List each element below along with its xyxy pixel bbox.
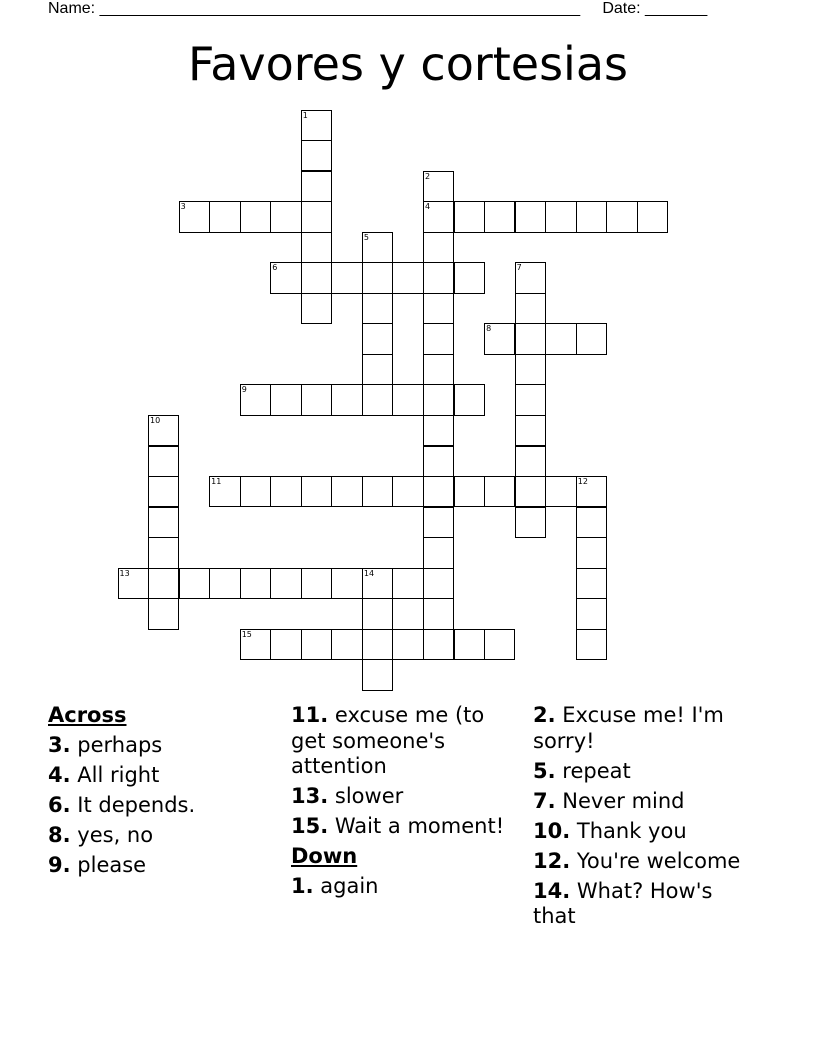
grid-cell[interactable]: [392, 476, 423, 507]
grid-cell[interactable]: [270, 568, 301, 599]
grid-cell[interactable]: [240, 629, 271, 660]
grid-cell[interactable]: [423, 568, 454, 599]
cell-number: 12: [577, 477, 588, 487]
grid-cell[interactable]: [423, 507, 454, 538]
grid-cell[interactable]: [301, 171, 332, 202]
name-blank: ______________________________________________________: [99, 0, 581, 17]
grid-cell[interactable]: [301, 201, 332, 232]
grid-cell[interactable]: [423, 537, 454, 568]
grid-cell[interactable]: [331, 476, 362, 507]
grid-cell[interactable]: [362, 323, 393, 354]
grid-cell[interactable]: [118, 568, 149, 599]
grid-cell[interactable]: [515, 201, 546, 232]
grid-cell[interactable]: [423, 354, 454, 385]
grid-cell[interactable]: [362, 354, 393, 385]
clue-across-15: 15. Wait a moment!: [291, 814, 505, 838]
cell-number: 10: [150, 416, 161, 425]
grid-cell[interactable]: [270, 262, 301, 293]
clues-column-2: [291, 703, 516, 904]
grid-cell[interactable]: [392, 384, 423, 415]
cell-number: 6: [272, 263, 278, 273]
grid-cell[interactable]: [148, 598, 179, 629]
grid-cell[interactable]: [454, 201, 485, 232]
grid-cell[interactable]: [423, 232, 454, 263]
grid-cell[interactable]: [515, 476, 546, 507]
grid-cell[interactable]: [179, 201, 210, 232]
clue-across-3: 3. perhaps: [48, 732, 163, 757]
clue-down-2: 2. Excuse me! I'm sorry!: [533, 703, 724, 753]
grid-cell[interactable]: [362, 476, 393, 507]
grid-cell[interactable]: [331, 629, 362, 660]
grid-cell[interactable]: [362, 262, 393, 293]
grid-cell[interactable]: [515, 354, 546, 385]
grid-cell[interactable]: [148, 476, 179, 507]
clue-down-10: 10. Thank you: [533, 818, 687, 843]
grid-cell[interactable]: [576, 323, 607, 354]
grid-cell[interactable]: [576, 201, 607, 232]
grid-cell[interactable]: [301, 476, 332, 507]
cell-number: 1: [302, 110, 308, 120]
grid-cell[interactable]: [423, 293, 454, 324]
grid-cell[interactable]: [484, 323, 515, 354]
cell-number: 9: [241, 385, 247, 395]
cell-number: 5: [363, 232, 369, 242]
grid-cell[interactable]: [423, 629, 454, 660]
grid-cell[interactable]: [331, 568, 362, 599]
grid-cell[interactable]: [454, 384, 485, 415]
grid-cell[interactable]: [454, 262, 485, 293]
cell-number: 8: [486, 324, 492, 334]
grid-cell[interactable]: [301, 293, 332, 324]
grid-cell[interactable]: [148, 537, 179, 568]
across-heading: Across: [48, 703, 127, 727]
grid-cell[interactable]: [301, 568, 332, 599]
grid-cell[interactable]: [576, 568, 607, 599]
grid-cell[interactable]: [637, 201, 668, 232]
grid-cell[interactable]: [148, 415, 179, 446]
grid-cell[interactable]: [515, 384, 546, 415]
clue-down-12: 12. You're welcome: [533, 848, 741, 873]
clue-across-4: 4. All right: [48, 762, 160, 787]
grid-cell[interactable]: [423, 384, 454, 415]
grid-cell[interactable]: [423, 446, 454, 477]
grid-cell[interactable]: [362, 598, 393, 629]
grid-cell[interactable]: [331, 262, 362, 293]
grid-cell[interactable]: [362, 568, 393, 599]
clues-column-3: [533, 703, 743, 934]
name-label: Name:: [48, 0, 96, 17]
grid-cell[interactable]: [362, 384, 393, 415]
grid-cell[interactable]: [515, 507, 546, 538]
cell-number: 11: [211, 477, 222, 487]
grid-cell[interactable]: [301, 629, 332, 660]
grid-cell[interactable]: [454, 476, 485, 507]
grid-cell[interactable]: [240, 568, 271, 599]
clue-across-9: 9. please: [48, 852, 147, 877]
grid-cell[interactable]: [301, 140, 332, 171]
grid-cell[interactable]: [270, 629, 301, 660]
grid-cell[interactable]: [484, 629, 515, 660]
grid-cell[interactable]: [270, 201, 301, 232]
grid-cell[interactable]: [515, 262, 546, 293]
cell-number: 2: [425, 171, 431, 181]
grid-cell[interactable]: [423, 598, 454, 629]
grid-cell[interactable]: [515, 446, 546, 477]
clue-down-7: 7. Never mind: [533, 788, 685, 813]
grid-cell[interactable]: [606, 201, 637, 232]
grid-cell[interactable]: [423, 262, 454, 293]
grid-cell[interactable]: [423, 171, 454, 202]
cell-number: 7: [516, 263, 522, 273]
grid-cell[interactable]: [301, 232, 332, 263]
grid-cell[interactable]: [301, 110, 332, 141]
cell-number: 3: [180, 202, 186, 212]
grid-cell[interactable]: [576, 629, 607, 660]
grid-cell[interactable]: [392, 568, 423, 599]
grid-cell[interactable]: [576, 598, 607, 629]
grid-cell[interactable]: [179, 568, 210, 599]
grid-cell[interactable]: [301, 262, 332, 293]
grid-cell[interactable]: [270, 476, 301, 507]
grid-cell[interactable]: [362, 232, 393, 263]
grid-cell[interactable]: [240, 384, 271, 415]
cell-number: 4: [425, 202, 431, 212]
clues-column-1: [48, 703, 278, 883]
grid-cell[interactable]: [362, 293, 393, 324]
clue-across-11: 11. excuse me (to get someone's attention: [291, 703, 485, 778]
page-title: Favores y cortesias: [187, 37, 628, 91]
grid-cell[interactable]: [576, 476, 607, 507]
clue-down-1: 1. again: [291, 873, 379, 898]
grid-cell[interactable]: [515, 293, 546, 324]
grid-cell[interactable]: [148, 446, 179, 477]
grid-cell[interactable]: [240, 476, 271, 507]
grid-cell[interactable]: [454, 629, 485, 660]
grid-cell[interactable]: [209, 568, 240, 599]
grid-cell[interactable]: [545, 323, 576, 354]
grid-cell[interactable]: [209, 201, 240, 232]
grid-cell[interactable]: [148, 568, 179, 599]
grid-cell[interactable]: [484, 476, 515, 507]
cell-number: 15: [241, 629, 252, 639]
clue-down-5: 5. repeat: [533, 758, 631, 783]
grid-cell[interactable]: [270, 384, 301, 415]
grid-cell[interactable]: [209, 476, 240, 507]
clue-down-14: 14. What? How's that: [533, 878, 713, 928]
grid-cell[interactable]: [392, 262, 423, 293]
grid-cell[interactable]: [423, 415, 454, 446]
grid-cell[interactable]: [545, 476, 576, 507]
date-blank: _______: [645, 0, 708, 17]
grid-cell[interactable]: [240, 201, 271, 232]
grid-cell[interactable]: [423, 476, 454, 507]
grid-cell[interactable]: [423, 201, 454, 232]
clue-across-13: 13. slower: [291, 784, 404, 808]
cell-number: 14: [363, 568, 375, 578]
clue-across-6: 6. It depends.: [48, 792, 196, 817]
down-heading: Down: [291, 844, 358, 868]
grid-cell[interactable]: [362, 659, 393, 690]
grid-cell[interactable]: [515, 323, 546, 354]
grid-cell[interactable]: [392, 629, 423, 660]
grid-cell[interactable]: [545, 201, 576, 232]
grid-cell[interactable]: [576, 507, 607, 538]
grid-cell[interactable]: [576, 537, 607, 568]
grid-cell[interactable]: [301, 384, 332, 415]
grid-cell[interactable]: [362, 629, 393, 660]
grid-cell[interactable]: [484, 201, 515, 232]
grid-cell[interactable]: [331, 384, 362, 415]
grid-cell[interactable]: [515, 415, 546, 446]
grid-cell[interactable]: [148, 507, 179, 538]
cell-number: 13: [119, 568, 130, 578]
grid-cell[interactable]: [423, 323, 454, 354]
date-label: Date:: [602, 0, 641, 17]
clue-across-8: 8. yes, no: [48, 822, 154, 847]
